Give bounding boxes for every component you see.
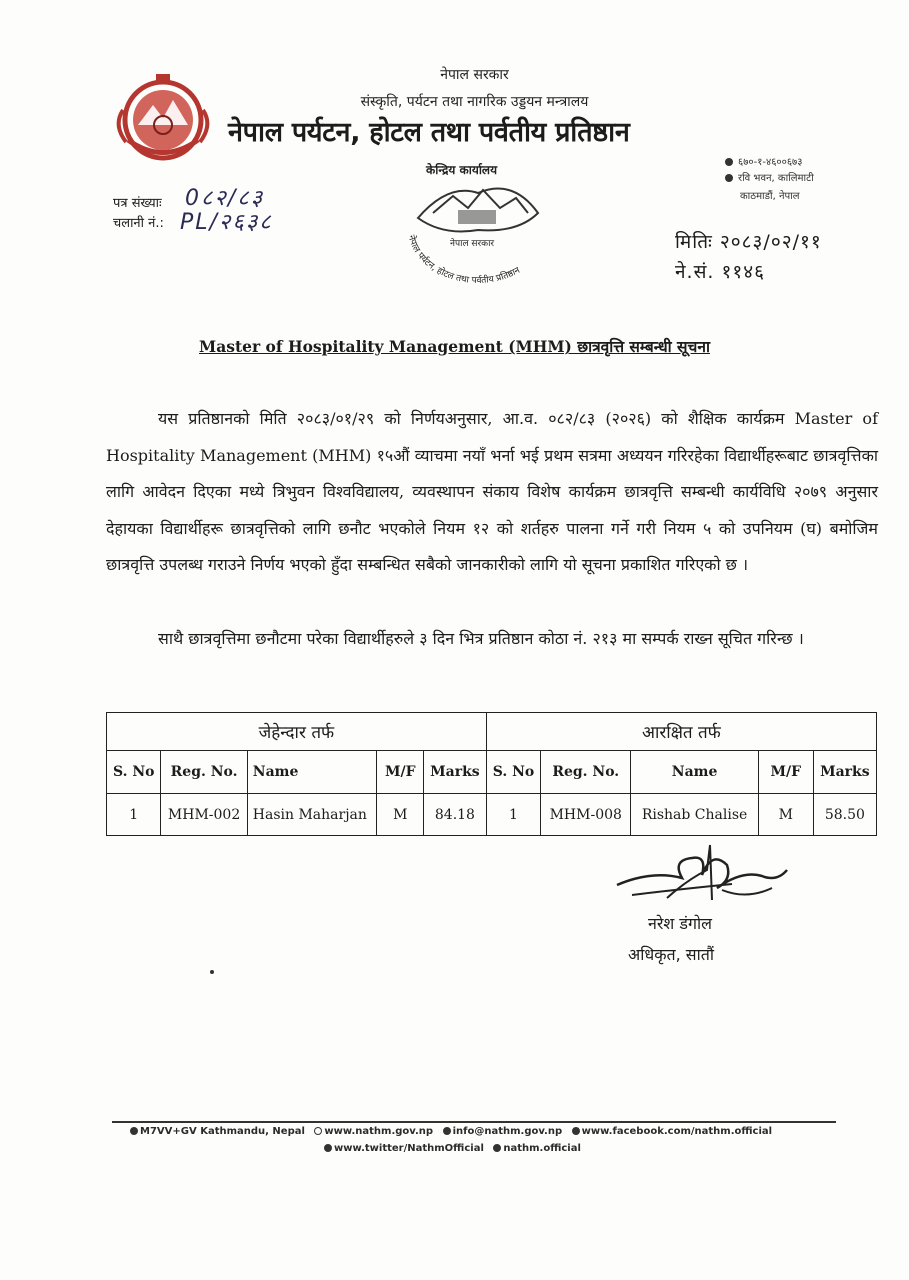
footer-email[interactable]: info@nathm.gov.np [452,1126,563,1137]
footer-line-2 [324,1143,581,1154]
dispatch-no-label: चलानी नं.: [113,216,164,231]
column-header: Name [247,751,377,794]
column-header: Name [631,751,758,794]
footer-website[interactable]: www.nathm.gov.np [324,1126,434,1137]
scholarship-table [106,712,877,836]
column-header: Marks [424,751,487,794]
ministry-name: संस्कृति, पर्यटन तथा नागरिक उड्डयन मन्त्रालय [360,94,589,110]
group-header-reserved: आरक्षित तर्फ [486,713,876,751]
ref-no-label: पत्र संख्याः [113,196,162,211]
globe-icon [314,1127,322,1135]
letter-date: मितिः २०८३/०२/११ [675,231,822,253]
group-header-open: जेहेन्दार तर्फ [107,713,487,751]
nepal-samvat-date: ने.सं. ११४६ [675,261,766,283]
dispatch-no-value: PL/२६३८ [180,210,273,235]
footer-line-1 [130,1126,772,1137]
cell-gender: M [377,794,424,836]
cell-reg-no: MHM-002 [161,794,247,836]
address-line-1: रवि भवन, कालिमाटी [738,173,814,184]
phone-icon [725,158,733,166]
column-header: Reg. No. [541,751,631,794]
svg-text:नेपाल सरकार: नेपाल सरकार [450,239,495,249]
email-icon [443,1127,451,1135]
cell-sno: 1 [486,794,540,836]
footer-facebook[interactable]: www.facebook.com/nathm.official [581,1126,773,1137]
signatory-designation: अधिकृत, सातौं [628,945,715,964]
cell-reg-no: MHM-008 [541,794,631,836]
column-header: Marks [813,751,876,794]
address-line-2: काठमाडौं, नेपाल [740,191,800,202]
cell-marks: 58.50 [813,794,876,836]
cell-gender: M [758,794,813,836]
column-header: M/F [377,751,424,794]
facebook-icon [572,1127,580,1135]
instagram-icon [493,1144,501,1152]
table-row [107,794,877,836]
column-header: Reg. No. [161,751,247,794]
footer-divider [112,1121,836,1123]
table-header-row [107,751,877,794]
phone-contact [725,154,802,168]
footer-instagram[interactable]: nathm.official [503,1143,581,1154]
cell-name: Hasin Maharjan [247,794,377,836]
column-header: S. No [486,751,540,794]
government-name: नेपाल सरकार [440,67,509,83]
cell-sno: 1 [107,794,161,836]
column-header: S. No [107,751,161,794]
location-icon [725,174,733,182]
phone-number: ६७०-१-४६००६७३ [738,157,803,168]
footer-location: M7VV+GV Kathmandu, Nepal [140,1126,305,1137]
ink-speck [210,970,214,974]
column-header: M/F [758,751,813,794]
location-icon [130,1127,138,1135]
svg-text:नेपाल पर्यटन, होटल तथा पर्वतीय: नेपाल पर्यटन, होटल तथा पर्वतीय प्रतिष्ठान [405,234,522,286]
cell-marks: 84.18 [424,794,487,836]
notice-paragraph-2: साथै छात्रवृत्तिमा छनौटमा परेका विद्यार्थीहरुले ३ दिन भित्र प्रतिष्ठान कोठा नं. २१३ मा सम्पर्क राख्न सूचित गरिन्छ । [158,629,804,648]
notice-paragraph-1: यस प्रतिष्ठानको मिति २०८३/०१/२९ को निर्णयअनुसार, आ.व. ०८२/८३ (२०२६) को शैक्षिक कार्यक्रम Master of Hospitality Management (MHM) १५औं व्याचमा नयाँ भर्ना भई प्रथम सत्रमा अध्ययन गरिरहेका विद्यार्थीहरूबाट छात्रवृत्तिका लागि आवेदन दिएका मध्ये त्रिभुवन विश्वविद्यालय, व्यवस्थापन संकाय विशेष कार्यक्रम छात्रवृत्ति सम्बन्धी कार्यविधि २०७९ अनुसार देहायका विद्यार्थीहरू छात्रवृत्तिको लागि छनौट भएकोले नियम १२ को शर्तहरु पालना गर्ने गरी नियम ५ को उपनियम (घ) बमोजिम छात्रवृत्ति उपलब्ध गराउने निर्णय भएको हुँदा सम्बन्धित सबैको जानकारीको लागि यो सूचना प्रकाशित गरिएको छ । [106,409,878,574]
cell-name: Rishab Chalise [631,794,758,836]
signatory-name: नरेश डंगोल [648,914,712,933]
handwritten-signature [612,840,792,920]
footer-twitter[interactable]: www.twitter/NathmOfficial [334,1143,484,1154]
organization-name: नेपाल पर्यटन, होटल तथा पर्वतीय प्रतिष्ठान [228,117,630,148]
svg-text:केन्द्रिय कार्यालय: केन्द्रिय कार्यालय [426,163,498,177]
address-contact [725,170,814,184]
notice-title: Master of Hospitality Management (MHM) छात्रवृत्ति सम्बन्धी सूचना [199,337,710,356]
ref-no-value: 0८२/८३ [185,186,265,211]
office-stamp [388,158,568,286]
twitter-icon [324,1144,332,1152]
